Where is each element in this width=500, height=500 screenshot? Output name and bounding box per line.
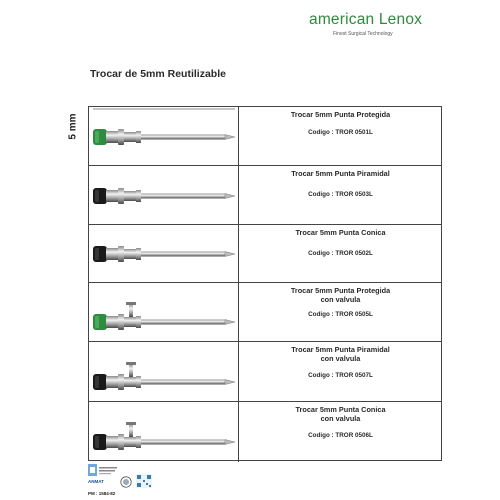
trocar-icon xyxy=(89,402,239,462)
product-name xyxy=(240,169,441,178)
product-name-line: Trocar 5mm Punta Protegida xyxy=(290,110,391,119)
product-name xyxy=(240,286,441,304)
product-image xyxy=(89,283,239,341)
product-row xyxy=(89,342,441,402)
product-row xyxy=(89,225,441,283)
product-image xyxy=(89,166,239,224)
trocar-icon xyxy=(89,225,239,282)
qr-code-icon xyxy=(136,474,152,488)
brand-logo xyxy=(309,11,489,37)
product-name-line: Trocar 5mm Punta Protegida xyxy=(290,286,391,295)
product-name-line: Trocar 5mm Punta Conica xyxy=(295,228,386,237)
product-info xyxy=(240,342,441,401)
trocar-icon xyxy=(89,107,239,165)
footer-logos xyxy=(88,458,188,498)
product-image xyxy=(89,225,239,282)
product-code: Codigo : TROR 0503L xyxy=(308,191,373,198)
product-info xyxy=(240,107,441,165)
product-row xyxy=(89,402,441,462)
product-code: Codigo : TROR 0507L xyxy=(308,372,373,379)
product-name-line: con valvula xyxy=(320,295,361,304)
product-catalog-table xyxy=(88,106,442,461)
trocar-icon xyxy=(89,342,239,401)
product-name-line: Trocar 5mm Punta Conica xyxy=(295,405,386,414)
product-image xyxy=(89,342,239,401)
product-code: Codigo : TROR 0505L xyxy=(308,311,373,318)
product-name-line: Trocar 5mm Punta Piramidal xyxy=(291,345,390,354)
product-name xyxy=(240,345,441,363)
product-code: Codigo : TROR 0506L xyxy=(308,432,373,439)
product-info xyxy=(240,283,441,341)
product-name xyxy=(240,405,441,423)
pm-number: PM : 1584-82 xyxy=(88,491,116,496)
product-info xyxy=(240,225,441,282)
anmat-logo: ANMAT xyxy=(88,479,104,484)
product-info xyxy=(240,402,441,462)
product-code: Codigo : TROR 0502L xyxy=(308,250,373,257)
product-image xyxy=(89,402,239,462)
trocar-icon xyxy=(89,283,239,341)
product-row xyxy=(89,107,441,166)
brand-name: american Lenox xyxy=(309,11,423,28)
product-name-line: Trocar 5mm Punta Piramidal xyxy=(291,169,390,178)
product-row xyxy=(89,166,441,225)
brand-tagline: Finest Surgical Technology xyxy=(333,31,393,37)
product-name xyxy=(240,110,441,119)
ministry-logo-icon xyxy=(88,464,118,476)
product-image xyxy=(89,107,239,165)
product-row xyxy=(89,283,441,342)
trocar-icon xyxy=(89,166,239,224)
product-name-line: con valvula xyxy=(320,354,361,363)
product-info xyxy=(240,166,441,224)
product-code: Codigo : TROR 0501L xyxy=(308,129,373,136)
page-title: Trocar de 5mm Reutilizable xyxy=(90,68,226,80)
certification-seal-icon xyxy=(120,476,132,488)
size-label: 5 mm xyxy=(67,113,79,140)
product-name-line: con valvula xyxy=(320,414,361,423)
product-name xyxy=(240,228,441,237)
